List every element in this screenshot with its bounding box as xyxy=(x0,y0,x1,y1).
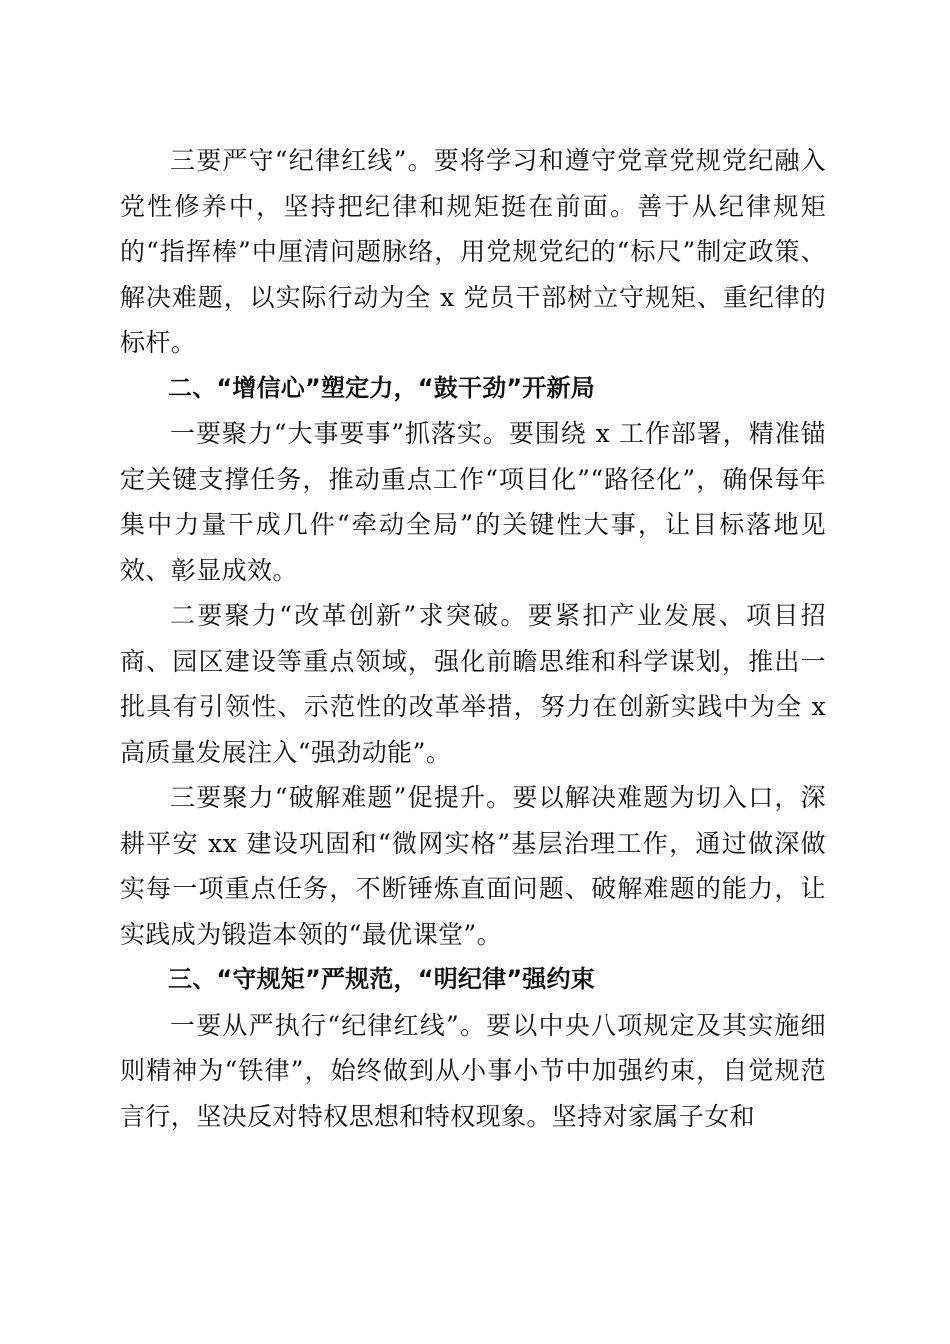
section-heading-two: 二、“增信心”塑定力，“鼓干劲”开新局 xyxy=(168,373,595,402)
paragraph-discipline-redline: 三要严守“纪律红线”。要将学习和遵守党章党规党纪融入党性修养中，坚持把纪律和规矩挺在前面。善于从纪律规矩的“指挥棒”中厘清问题脉络，用党规党纪的“标尺”制定政策、解决难题，以实际行动为全 x 党员干部树立守规矩、重纪律的标杆。 xyxy=(120,146,826,357)
paragraph-major-tasks: 一要聚力“大事要事”抓落实。要围绕 x 工作部署，精准锚定关键支撑任务，推动重点工作“项目化”“路径化”，确保每年集中力量干成几件“牵动全局”的关键性大事，让目标落地见效、彰显成效。 xyxy=(120,419,826,585)
paragraph-strict-discipline: 一要从严执行“纪律红线”。要以中央八项规定及其实施细则精神为“铁律”，始终做到从小事小节中加强约束，自觉规范言行，坚决反对特权思想和特权现象。坚持对家属子女和 xyxy=(120,1010,826,1131)
section-heading-three: 三、“守规矩”严规范，“明纪律”强约束 xyxy=(168,965,595,993)
paragraph-solving-problems: 三要聚力“破解难题”促提升。要以解决难题为切入口，深耕平安 xx 建设巩固和“微网实格”基层治理工作，通过做深做实每一项重点任务，不断锤炼直面问题、破解难题的能力，让实践成为锻造本领的“最优课堂”。 xyxy=(120,783,826,949)
paragraph-reform-innovation: 二要聚力“改革创新”求突破。要紧扣产业发展、项目招商、园区建设等重点领域，强化前瞻思维和科学谋划，推出一批具有引领性、示范性的改革举措，努力在创新实践中为全 x 高质量发展注入“强劲动能”。 xyxy=(120,601,826,767)
document-body xyxy=(120,138,826,1139)
